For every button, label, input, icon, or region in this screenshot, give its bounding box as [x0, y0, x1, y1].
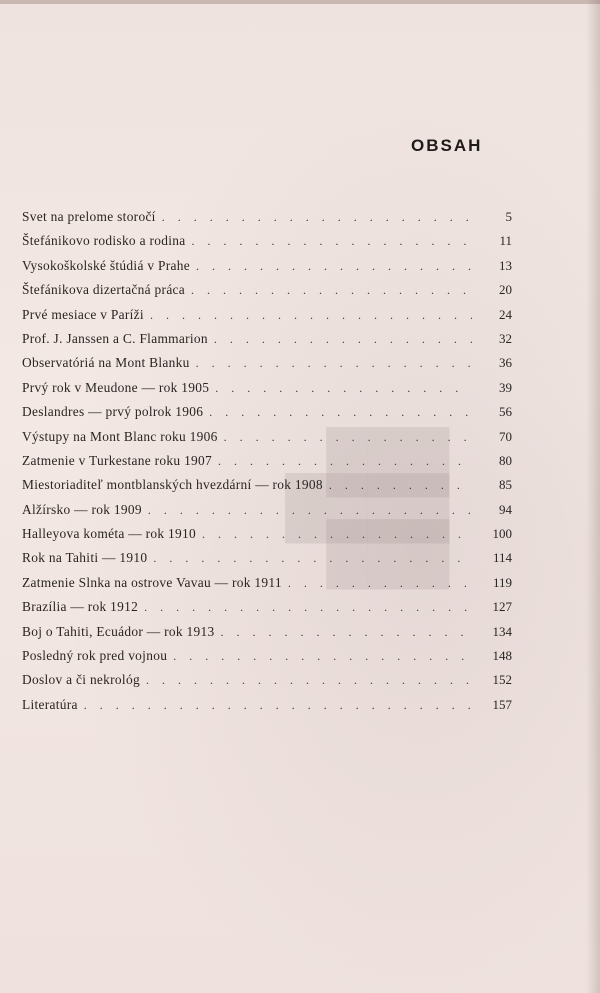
toc-entry[interactable] [22, 303, 512, 327]
toc-entry-page: 119 [492, 574, 512, 590]
toc-leader-dots [146, 668, 472, 692]
toc-leader-dots [191, 229, 472, 253]
toc-leader-dots [144, 595, 472, 619]
toc-entry-title: Posledný rok pred vojnou [22, 648, 168, 664]
toc-entry[interactable] [22, 644, 512, 668]
toc-entry-title: Boj o Tahiti, Ecuádor — rok 1913 [22, 623, 215, 639]
spine-shadow [586, 0, 600, 993]
toc-leader-dots [191, 278, 472, 302]
toc-leader-dots [209, 400, 472, 424]
toc-entry-title: Prof. J. Janssen a C. Flammarion [22, 330, 208, 346]
toc-entry[interactable] [22, 278, 512, 302]
toc-entry-page: 157 [492, 696, 512, 712]
toc-leader-dots [218, 449, 472, 473]
toc-entry-title: Svet na prelome storočí [22, 209, 156, 224]
toc-entry-page: 32 [499, 330, 512, 346]
toc-entry-title: Zatmenie v Turkestane roku 1907 [22, 452, 213, 468]
toc-entry[interactable] [22, 620, 512, 644]
toc-entry[interactable] [22, 473, 512, 497]
toc-entry[interactable] [22, 229, 512, 253]
toc-leader-dots [150, 303, 472, 327]
toc-entry-title: Prvé mesiace v Paríži [22, 306, 144, 322]
toc-entry[interactable] [22, 425, 512, 449]
toc-entry-page: 24 [499, 306, 512, 322]
toc-entry-title: Doslov a či nekrológ [22, 672, 140, 688]
toc-leader-dots [224, 425, 472, 449]
toc-entry[interactable] [22, 522, 512, 546]
toc-entry-page: 94 [499, 501, 512, 517]
toc-entry-title: Observatóriá na Mont Blanku [22, 355, 190, 371]
toc-entry-page: 70 [499, 428, 512, 444]
toc-leader-dots [148, 498, 472, 522]
toc-leader-dots [196, 351, 472, 375]
toc-leader-dots [202, 522, 472, 546]
toc-entry-title: Štefánikovo rodisko a rodina [22, 233, 186, 249]
toc-entry-page: 152 [492, 672, 512, 688]
toc-entry[interactable] [22, 400, 512, 424]
page-title: OBSAH [411, 136, 483, 155]
toc-entry[interactable] [22, 498, 512, 522]
toc-entry-title: Alžírsko — rok 1909 [22, 501, 142, 517]
page-top-edge [0, 0, 600, 4]
toc-entry[interactable] [22, 668, 512, 692]
bleed-through-shadow: ███ ████ ███ [285, 428, 450, 585]
toc-entry-title: Halleyova kométa — rok 1910 [22, 526, 196, 542]
toc-entry-page: 20 [499, 282, 512, 298]
toc-entry-title: Deslandres — prvý polrok 1906 [22, 404, 204, 420]
toc-entry-page: 100 [492, 526, 512, 542]
toc-leader-dots [196, 254, 472, 278]
toc-entry-page: 56 [499, 404, 512, 420]
table-of-contents [22, 205, 512, 717]
toc-entry[interactable] [22, 327, 512, 351]
toc-entry[interactable] [22, 449, 512, 473]
toc-entry-title: Rok na Tahiti — 1910 [22, 550, 148, 566]
toc-entry[interactable] [22, 205, 512, 229]
toc-entry[interactable] [22, 571, 512, 595]
toc-entry-title: Zatmenie Slnka na ostrove Vavau — rok 1911 [22, 574, 282, 590]
toc-entry[interactable] [22, 595, 512, 619]
toc-entry-page: 36 [499, 355, 512, 371]
toc-leader-dots [173, 644, 472, 668]
toc-entry[interactable] [22, 376, 512, 400]
toc-entry-page: 85 [499, 477, 512, 493]
toc-entry-page: 5 [505, 209, 512, 224]
toc-leader-dots [329, 473, 472, 497]
toc-entry[interactable] [22, 546, 512, 570]
toc-leader-dots [288, 571, 472, 595]
toc-leader-dots [215, 376, 472, 400]
toc-leader-dots [221, 620, 472, 644]
toc-leader-dots [153, 546, 472, 570]
toc-leader-dots [214, 327, 472, 351]
toc-entry[interactable] [22, 351, 512, 375]
toc-entry-page: 39 [499, 379, 512, 395]
toc-entry-title: Prvý rok v Meudone — rok 1905 [22, 379, 210, 395]
toc-entry-title: Literatúra [22, 696, 78, 712]
toc-entry-page: 134 [492, 623, 512, 639]
toc-entry-title: Miestoriaditeľ montblanských hvezdární — rok 1908 [22, 477, 323, 493]
toc-entry-title: Brazília — rok 1912 [22, 599, 139, 615]
toc-entry-title: Štefánikova dizertačná práca [22, 282, 186, 298]
toc-entry-page: 80 [499, 452, 512, 468]
toc-leader-dots [162, 205, 472, 229]
toc-entry-page: 114 [492, 550, 512, 566]
toc-leader-dots [84, 693, 472, 717]
toc-entry-page: 127 [492, 599, 512, 615]
toc-entry[interactable] [22, 693, 512, 717]
toc-entry-page: 148 [492, 648, 512, 664]
toc-entry[interactable] [22, 254, 512, 278]
toc-entry-title: Výstupy na Mont Blanc roku 1906 [22, 428, 218, 444]
toc-entry-page: 11 [499, 233, 512, 249]
toc-entry-title: Vysokoškolské štúdiá v Prahe [22, 257, 190, 273]
toc-entry-page: 13 [499, 257, 512, 273]
